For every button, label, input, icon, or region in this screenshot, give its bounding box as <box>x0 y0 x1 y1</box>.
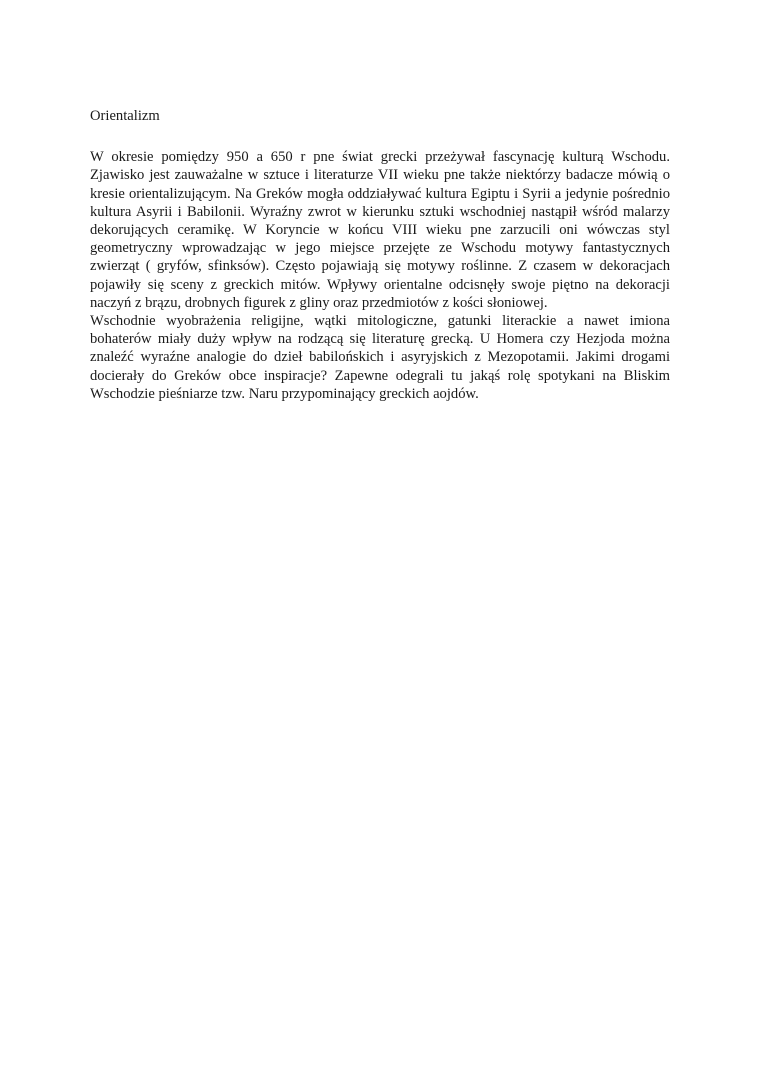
document-body <box>90 107 670 403</box>
paragraph-1: W okresie pomiędzy 950 a 650 r pne świat grecki przeżywał fascynację kulturą Wschodu. Zjawisko jest zauważalne w sztuce i literaturze VII wieku pne także niektórzy badacze mówią o kresie orientalizującym. Na Greków mogła oddziaływać kultura Egiptu i Syrii a jedynie pośrednio kultura Asyrii i Babilonii. Wyraźny zwrot w kierunku sztuki wschodniej nastąpił wśród malarzy dekorujących ceramikę. W Koryncie w końcu VIII wieku pne zarzucili oni wówczas styl geometryczny wprowadzając w jego miejsce przejęte ze Wschodu motywy fantastycznych zwierząt ( gryfów, sfinksów). Często pojawiają się motywy roślinne. Z czasem w dekoracjach pojawiły się sceny z greckich mitów. Wpływy orientalne odcisnęły swoje piętno na dekoracji naczyń z brązu, drobnych figurek z gliny oraz przedmiotów z kości słoniowej. <box>90 149 670 311</box>
document-title: Orientalizm <box>90 108 160 124</box>
paragraph-2: Wschodnie wyobrażenia religijne, wątki mitologiczne, gatunki literackie a nawet imiona bohaterów miały duży wpływ na rodzącą się literaturę grecką. U Homera czy Hezjoda można znaleźć wyraźne analogie do dzieł babilońskich i asyryjskich z Mezopotamii. Jakimi drogami docierały do Greków obce inspiracje? Zapewne odegrali tu jakąś rolę spotykani na Bliskim Wschodzie pieśniarze tzw. Naru przypominający greckich aojdów. <box>90 313 670 402</box>
